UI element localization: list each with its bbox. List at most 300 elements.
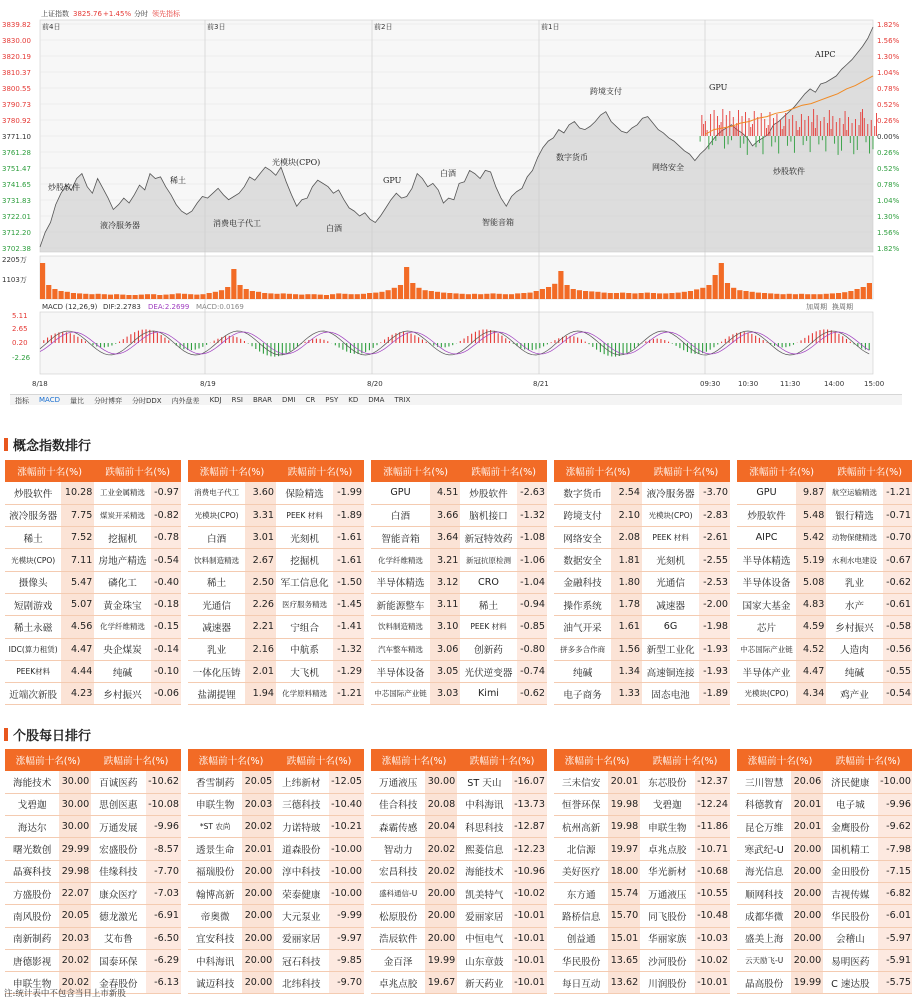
gainer-name[interactable]: 半导体精选 <box>371 571 430 593</box>
loser-name[interactable]: 金田股份 <box>823 860 877 882</box>
loser-name[interactable]: 挖掘机 <box>94 527 150 549</box>
gainer-name[interactable]: 美好医疗 <box>554 860 608 882</box>
gainer-name[interactable]: GPU <box>737 482 796 504</box>
gainer-name[interactable]: 创益通 <box>554 927 608 949</box>
table-row <box>5 482 181 504</box>
loser-name[interactable]: 力诺特玻 <box>274 816 328 838</box>
loser-name[interactable]: 工业金属精选 <box>94 482 150 504</box>
gainer-name[interactable]: 半导体设备 <box>737 571 796 593</box>
volume-bar <box>281 293 286 299</box>
loser-name[interactable]: 人造肉 <box>826 638 882 660</box>
volume-bar <box>854 289 859 299</box>
loser-pct: -0.85 <box>517 616 547 638</box>
loser-name[interactable]: 东芯股份 <box>640 771 694 793</box>
gainer-name[interactable]: 液冷服务器 <box>5 504 61 526</box>
loser-name[interactable]: 冠石科技 <box>274 949 328 971</box>
table-row <box>371 905 547 927</box>
gainer-name[interactable]: 方盛股份 <box>5 882 59 904</box>
volume-bar <box>398 285 403 299</box>
volume-bar <box>497 294 502 299</box>
gainer-name[interactable]: 半导体产业 <box>737 660 796 682</box>
loser-name[interactable]: 液冷服务器 <box>642 482 699 504</box>
loser-pct: -10.55 <box>695 882 730 904</box>
loser-pct: -1.41 <box>333 616 364 638</box>
loser-name[interactable]: 爱丽家居 <box>274 927 328 949</box>
loser-name[interactable]: 新天药业 <box>457 972 511 994</box>
table-row <box>737 771 912 793</box>
table-row <box>5 616 181 638</box>
table-row <box>188 571 364 593</box>
loser-name[interactable]: 磷化工 <box>94 571 150 593</box>
table-row <box>188 660 364 682</box>
gainer-name[interactable]: 减速器 <box>188 616 245 638</box>
loser-name[interactable]: 海能技术 <box>457 860 511 882</box>
gainer-name[interactable]: 智能音箱 <box>371 527 430 549</box>
gainer-name[interactable]: 三未信安 <box>554 771 608 793</box>
gainer-name[interactable]: 万通液压 <box>371 771 425 793</box>
loser-name[interactable]: 动物保健精选 <box>826 527 882 549</box>
loser-name[interactable]: 宏盛股份 <box>91 838 145 860</box>
loser-name[interactable]: Kimi <box>460 683 516 705</box>
loser-name[interactable]: 淳中科技 <box>274 860 328 882</box>
gainer-name[interactable]: 路桥信息 <box>554 905 608 927</box>
gainer-pct: 20.02 <box>59 949 91 971</box>
table-row <box>5 793 181 815</box>
loser-name[interactable]: 光刻机 <box>276 527 333 549</box>
gainer-pct: 20.01 <box>791 793 823 815</box>
loser-pct: -0.06 <box>151 683 181 705</box>
stock-section-title: 个股每日排行 <box>4 725 91 743</box>
loser-name[interactable]: 上纬新材 <box>274 771 328 793</box>
loser-pct: -5.75 <box>878 972 912 994</box>
tab-volume-ratio[interactable]: 量比 <box>69 397 84 405</box>
loser-name[interactable]: 凯美特气 <box>457 882 511 904</box>
gainer-pct: 20.00 <box>242 882 274 904</box>
gainer-name[interactable]: 白酒 <box>188 527 245 549</box>
loser-name[interactable]: 申联生物 <box>640 816 694 838</box>
loser-name[interactable]: 百诚医药 <box>91 771 145 793</box>
pct-tick-label: 0.78% <box>877 181 900 189</box>
gainer-name[interactable]: 中芯国际产业链 <box>737 638 796 660</box>
gainer-pct: 3.60 <box>245 482 276 504</box>
gainer-name[interactable]: 云天励飞-U <box>737 949 791 971</box>
loser-name[interactable]: 艾布鲁 <box>91 927 145 949</box>
loser-name[interactable]: 新冠特效药 <box>460 527 516 549</box>
loser-name[interactable]: 国机精工 <box>823 838 877 860</box>
loser-name[interactable]: 宁组合 <box>276 616 333 638</box>
loser-name[interactable]: 脑机接口 <box>460 504 516 526</box>
tab-psy[interactable]: PSY <box>325 396 339 404</box>
loser-name[interactable]: 保险精选 <box>276 482 333 504</box>
gainer-name[interactable]: 网络安全 <box>554 527 611 549</box>
gainer-name[interactable]: 汽车整车精选 <box>371 638 430 660</box>
loser-name[interactable]: 电子城 <box>823 793 877 815</box>
loser-name[interactable]: 光伏逆变器 <box>460 660 516 682</box>
gainer-name[interactable]: 盐湖提锂 <box>188 683 245 705</box>
gainer-pct: 3.31 <box>245 504 276 526</box>
gainer-pct: 20.00 <box>791 860 823 882</box>
loser-name[interactable]: 爱丽家居 <box>457 905 511 927</box>
price-tick-label: 3800.55 <box>2 85 31 93</box>
loser-name[interactable]: PEEK 材料 <box>276 504 333 526</box>
header-down: 跌幅前十名(%) <box>823 749 912 771</box>
volume-bar <box>527 293 532 299</box>
volume-bar <box>392 288 397 299</box>
loser-name[interactable]: 中恒电气 <box>457 927 511 949</box>
add-period-link: 加周期 <box>806 303 827 311</box>
loser-name[interactable]: 炒股软件 <box>460 482 516 504</box>
loser-name[interactable]: 川润股份 <box>640 972 694 994</box>
gainer-name[interactable]: 金百泽 <box>371 949 425 971</box>
gainer-name[interactable]: 智动力 <box>371 838 425 860</box>
gainer-name[interactable]: PEEK材料 <box>5 660 61 682</box>
loser-name[interactable]: 大飞机 <box>276 660 333 682</box>
gainer-name[interactable]: 佳合科技 <box>371 793 425 815</box>
gainer-name[interactable]: 透景生命 <box>188 838 242 860</box>
tab-intraday-game[interactable]: 分时博弈 <box>93 397 122 405</box>
gainer-name[interactable]: 诚迈科技 <box>188 972 242 994</box>
loser-name[interactable]: 戈碧迦 <box>640 793 694 815</box>
loser-name[interactable]: 航空运输精选 <box>826 482 882 504</box>
loser-pct: -12.23 <box>512 838 547 860</box>
loser-name[interactable]: 光刻机 <box>642 549 699 571</box>
gainer-name[interactable]: 东方通 <box>554 882 608 904</box>
gainer-name[interactable]: 森霸传感 <box>371 816 425 838</box>
loser-name[interactable]: 荣泰健康 <box>274 882 328 904</box>
loser-pct: -2.83 <box>699 504 730 526</box>
gainer-name[interactable]: 每日互动 <box>554 972 608 994</box>
loser-pct: -1.61 <box>333 549 364 571</box>
loser-name[interactable]: 乡村振兴 <box>94 683 150 705</box>
volume-bar <box>435 292 440 299</box>
loser-name[interactable]: 康众医疗 <box>91 882 145 904</box>
table-row <box>737 482 912 504</box>
loser-name[interactable]: ST 天山 <box>457 771 511 793</box>
loser-name[interactable]: 济民健康 <box>823 771 877 793</box>
table-row <box>737 638 912 660</box>
loser-name[interactable]: 科思科技 <box>457 816 511 838</box>
loser-pct: -1.32 <box>517 504 547 526</box>
loser-name[interactable]: C 速达股 <box>823 972 877 994</box>
loser-pct: -10.40 <box>329 793 364 815</box>
loser-pct: -10.03 <box>695 927 730 949</box>
tab-kdj[interactable]: KDJ <box>209 396 222 404</box>
table-row <box>554 860 730 882</box>
loser-name[interactable]: 挖掘机 <box>276 549 333 571</box>
loser-name[interactable]: 纯碱 <box>826 660 882 682</box>
gainer-name[interactable]: 唐德影视 <box>5 949 59 971</box>
tab-rsi[interactable]: RSI <box>231 396 243 404</box>
loser-name[interactable]: 华丽家族 <box>640 927 694 949</box>
loser-name[interactable]: 新型工业化 <box>642 638 699 660</box>
gainer-name[interactable]: 宏昌科技 <box>371 860 425 882</box>
loser-name[interactable]: 固态电池 <box>642 683 699 705</box>
gainer-name[interactable]: 海达尔 <box>5 816 59 838</box>
loser-name[interactable]: CRO <box>460 571 516 593</box>
gainer-name[interactable]: 光模块(CPO) <box>5 549 61 571</box>
gainer-name[interactable]: 宜安科技 <box>188 927 242 949</box>
gainer-name[interactable]: 北信源 <box>554 838 608 860</box>
loser-name[interactable]: 银行精选 <box>826 504 882 526</box>
loser-name[interactable]: 熙菱信息 <box>457 838 511 860</box>
loser-name[interactable]: 会稽山 <box>823 927 877 949</box>
pct-tick-label: 1.56% <box>877 229 900 237</box>
loser-name[interactable]: 煤炭开采精选 <box>94 504 150 526</box>
gainer-name[interactable]: 申联生物 <box>5 972 59 994</box>
gainer-name[interactable]: 申联生物 <box>188 793 242 815</box>
tab-trix[interactable]: TRIX <box>394 396 411 404</box>
gainer-name[interactable]: 三川智慧 <box>737 771 791 793</box>
loser-name[interactable]: 房地产精选 <box>94 549 150 571</box>
loser-name[interactable]: 纯碱 <box>94 660 150 682</box>
volume-bar <box>324 295 329 299</box>
gainer-name[interactable]: 稀土永磁 <box>5 616 61 638</box>
loser-name[interactable]: 中科海讯 <box>457 793 511 815</box>
gainer-name[interactable]: 短剧游戏 <box>5 593 61 615</box>
gainer-pct: 1.80 <box>611 571 642 593</box>
gainer-name[interactable]: 稀土 <box>5 527 61 549</box>
gainer-name[interactable]: 饮料制造精选 <box>188 549 245 571</box>
gainer-name[interactable]: 松原股份 <box>371 905 425 927</box>
volume-bar <box>836 293 841 299</box>
volume-bar <box>200 294 205 299</box>
tab-inner-outer[interactable]: 内外盘差 <box>171 397 200 405</box>
day-label: 前2日 <box>374 23 393 31</box>
loser-name[interactable]: 国泰环保 <box>91 949 145 971</box>
volume-bar <box>842 292 847 299</box>
loser-name[interactable]: 同飞股份 <box>640 905 694 927</box>
loser-name[interactable]: 道森股份 <box>274 838 328 860</box>
ranking-table <box>554 749 730 994</box>
loser-name[interactable]: 佳缘科技 <box>91 860 145 882</box>
loser-name[interactable]: 水利水电建设 <box>826 549 882 571</box>
loser-name[interactable]: 创新药 <box>460 638 516 660</box>
gainer-name[interactable]: 数字货币 <box>554 482 611 504</box>
table-row <box>188 504 364 526</box>
loser-name[interactable]: 沙河股份 <box>640 949 694 971</box>
loser-pct: -1.98 <box>699 616 730 638</box>
gainer-name[interactable]: 昆仑万维 <box>737 816 791 838</box>
gainer-name[interactable]: 一体化压铸 <box>188 660 245 682</box>
loser-name[interactable]: 华光新材 <box>640 860 694 882</box>
gainer-name[interactable]: *ST 农尚 <box>188 816 242 838</box>
gainer-name[interactable]: 中科海讯 <box>188 949 242 971</box>
gainer-name[interactable]: 南风股份 <box>5 905 59 927</box>
price-tick-label: 3722.01 <box>2 213 31 221</box>
gainer-name[interactable]: 操作系统 <box>554 593 611 615</box>
volume-bar <box>867 283 872 299</box>
loser-name[interactable]: 万通液压 <box>640 882 694 904</box>
gainer-name[interactable]: 油气开采 <box>554 616 611 638</box>
gainer-name[interactable]: 海光信息 <box>737 860 791 882</box>
loser-name[interactable]: 乳业 <box>826 571 882 593</box>
gainer-name[interactable]: 国家大基金 <box>737 593 796 615</box>
gainer-name[interactable]: 光通信 <box>188 593 245 615</box>
loser-name[interactable]: 减速器 <box>642 593 699 615</box>
gainer-name[interactable]: 光模块(CPO) <box>737 683 796 705</box>
gainer-name[interactable]: 炒股软件 <box>737 504 796 526</box>
gainer-name[interactable]: 盛科通信-U <box>371 882 425 904</box>
gainer-pct: 13.62 <box>608 972 640 994</box>
loser-name[interactable]: 鸡产业 <box>826 683 882 705</box>
gainer-name[interactable]: 数据安全 <box>554 549 611 571</box>
gainer-name[interactable]: IDC(算力租赁) <box>5 638 61 660</box>
gainer-pct: 20.00 <box>791 905 823 927</box>
gainer-name[interactable]: 乳业 <box>188 638 245 660</box>
header-down: 跌幅前十名(%) <box>276 460 364 482</box>
tab-brar[interactable]: BRAR <box>252 396 273 404</box>
gainer-name[interactable]: 摄像头 <box>5 571 61 593</box>
table-row <box>188 527 364 549</box>
gainer-name[interactable]: 成都华微 <box>737 905 791 927</box>
gainer-name[interactable]: 新能源整车 <box>371 593 430 615</box>
loser-name[interactable]: 稀土 <box>460 593 516 615</box>
gainer-name[interactable]: 饮料制造精选 <box>371 616 430 638</box>
loser-name[interactable]: 水产 <box>826 593 882 615</box>
tab-macd[interactable]: MACD <box>39 396 60 404</box>
gainer-name[interactable]: 华民股份 <box>554 949 608 971</box>
loser-name[interactable]: PEEK 材料 <box>642 527 699 549</box>
loser-name[interactable]: 光通信 <box>642 571 699 593</box>
chart-annotation: 炒股软件 <box>773 167 805 176</box>
x-axis-label: 8/19 <box>200 380 216 388</box>
loser-name[interactable]: 军工信息化 <box>276 571 333 593</box>
gainer-name[interactable]: 科德教育 <box>737 793 791 815</box>
table-row <box>371 616 547 638</box>
loser-name[interactable]: 万通发展 <box>91 816 145 838</box>
gainer-pct: 2.26 <box>245 593 276 615</box>
gainer-name[interactable]: 海能技术 <box>5 771 59 793</box>
loser-name[interactable]: 乡村振兴 <box>826 616 882 638</box>
gainer-name[interactable]: 恒誉环保 <box>554 793 608 815</box>
gainer-name[interactable]: 戈碧迦 <box>5 793 59 815</box>
gainer-name[interactable]: 光模块(CPO) <box>188 504 245 526</box>
gainer-name[interactable]: 南新制药 <box>5 927 59 949</box>
volume-bar <box>77 293 82 299</box>
loser-pct: -10.00 <box>329 882 364 904</box>
gainer-name[interactable]: 杭州高新 <box>554 816 608 838</box>
index-chart[interactable] <box>0 0 912 395</box>
loser-name[interactable]: 山东章鼓 <box>457 949 511 971</box>
loser-name[interactable]: 6G <box>642 616 699 638</box>
gainer-name[interactable]: 近端次新股 <box>5 683 61 705</box>
gainer-pct: 10.28 <box>61 482 94 504</box>
volume-bar <box>762 293 767 299</box>
volume-bar <box>799 294 804 299</box>
gainer-name[interactable]: 纯碱 <box>554 660 611 682</box>
loser-name[interactable]: 黄金珠宝 <box>94 593 150 615</box>
gainer-name[interactable]: 寒武纪-U <box>737 838 791 860</box>
loser-name[interactable]: 大元泵业 <box>274 905 328 927</box>
loser-name[interactable]: 华民股份 <box>823 905 877 927</box>
gainer-name[interactable]: 炒股软件 <box>5 482 61 504</box>
gainer-name[interactable]: 稀土 <box>188 571 245 593</box>
loser-name[interactable]: 金春股份 <box>91 972 145 994</box>
gainer-name[interactable]: 中芯国际产业链 <box>371 683 430 705</box>
gainer-pct: 20.00 <box>791 949 823 971</box>
gainer-pct: 20.00 <box>242 972 274 994</box>
gainer-pct: 1.94 <box>245 683 276 705</box>
tab-indicator[interactable]: 指标 <box>15 397 29 405</box>
gainer-name[interactable]: 晶高股份 <box>737 972 791 994</box>
loser-name[interactable]: PEEK 材料 <box>460 616 516 638</box>
gainer-name[interactable]: 曙光数创 <box>5 838 59 860</box>
loser-name[interactable]: 高速铜连接 <box>642 660 699 682</box>
gainer-name[interactable]: 白酒 <box>371 504 430 526</box>
loser-name[interactable]: 化学原料精选 <box>276 683 333 705</box>
gainer-name[interactable]: 帝奥微 <box>188 905 242 927</box>
gainer-name[interactable]: 浩辰软件 <box>371 927 425 949</box>
loser-pct: -1.32 <box>333 638 364 660</box>
tab-dma[interactable]: DMA <box>368 396 385 404</box>
gainer-name[interactable]: 芯片 <box>737 616 796 638</box>
loser-name[interactable]: 医疗服务精选 <box>276 593 333 615</box>
loser-name[interactable]: 吉视传媒 <box>823 882 877 904</box>
loser-name[interactable]: 化学纤维精选 <box>94 616 150 638</box>
gainer-name[interactable]: 晶赛科技 <box>5 860 59 882</box>
table-row <box>371 571 547 593</box>
gainer-name[interactable]: 盛美上海 <box>737 927 791 949</box>
gainer-name[interactable]: 消费电子代工 <box>188 482 245 504</box>
tab-kd[interactable]: KD <box>348 396 359 404</box>
table-row <box>371 816 547 838</box>
tab-ddx[interactable]: 分时DDX <box>131 397 162 405</box>
gainer-name[interactable]: 香雪制药 <box>188 771 242 793</box>
table-row <box>5 683 181 705</box>
volume-bar <box>163 295 168 299</box>
gainer-name[interactable]: 半导体精选 <box>737 549 796 571</box>
gainer-name[interactable]: GPU <box>371 482 430 504</box>
gainer-pct: 18.00 <box>608 860 640 882</box>
loser-name[interactable]: 易明医药 <box>823 949 877 971</box>
tab-cr[interactable]: CR <box>305 396 316 404</box>
loser-name[interactable]: 德龙激光 <box>91 905 145 927</box>
footnote: 注:统计表中不包含当日上市新股 <box>4 989 126 999</box>
gainer-name[interactable]: 拼多多合作商 <box>554 638 611 660</box>
loser-name[interactable]: 三德科技 <box>274 793 328 815</box>
loser-name[interactable]: 思创医惠 <box>91 793 145 815</box>
tab-dmi[interactable]: DMI <box>282 396 296 404</box>
loser-name[interactable]: 新冠抗原检测 <box>460 549 516 571</box>
ranking-table <box>554 460 730 705</box>
gainer-name[interactable]: 化学纤维精选 <box>371 549 430 571</box>
loser-name[interactable]: 卓兆点胶 <box>640 838 694 860</box>
price-tick-label: 3712.20 <box>2 229 31 237</box>
loser-name[interactable]: 金鹰股份 <box>823 816 877 838</box>
volume-bar <box>65 292 70 299</box>
gainer-name[interactable]: 半导体设备 <box>371 660 430 682</box>
loser-name[interactable]: 北纬科技 <box>274 972 328 994</box>
gainer-name[interactable]: AIPC <box>737 527 796 549</box>
gainer-name[interactable]: 金融科技 <box>554 571 611 593</box>
gainer-name[interactable]: 卓兆点胶 <box>371 972 425 994</box>
volume-bar <box>114 294 119 299</box>
table-row <box>737 593 912 615</box>
gainer-name[interactable]: 电子商务 <box>554 683 611 705</box>
gainer-name[interactable]: 福瑞股份 <box>188 860 242 882</box>
loser-name[interactable]: 中航系 <box>276 638 333 660</box>
gainer-pct: 4.51 <box>430 482 460 504</box>
gainer-name[interactable]: 翰博高新 <box>188 882 242 904</box>
table-row <box>554 638 730 660</box>
loser-pct: -1.50 <box>333 571 364 593</box>
volume-tick-label: 1103万 <box>2 276 27 284</box>
gainer-name[interactable]: 跨境支付 <box>554 504 611 526</box>
gainer-name[interactable]: 顺网科技 <box>737 882 791 904</box>
gainer-pct: 1.56 <box>611 638 642 660</box>
loser-name[interactable]: 光模块(CPO) <box>642 504 699 526</box>
loser-name[interactable]: 央企煤炭 <box>94 638 150 660</box>
